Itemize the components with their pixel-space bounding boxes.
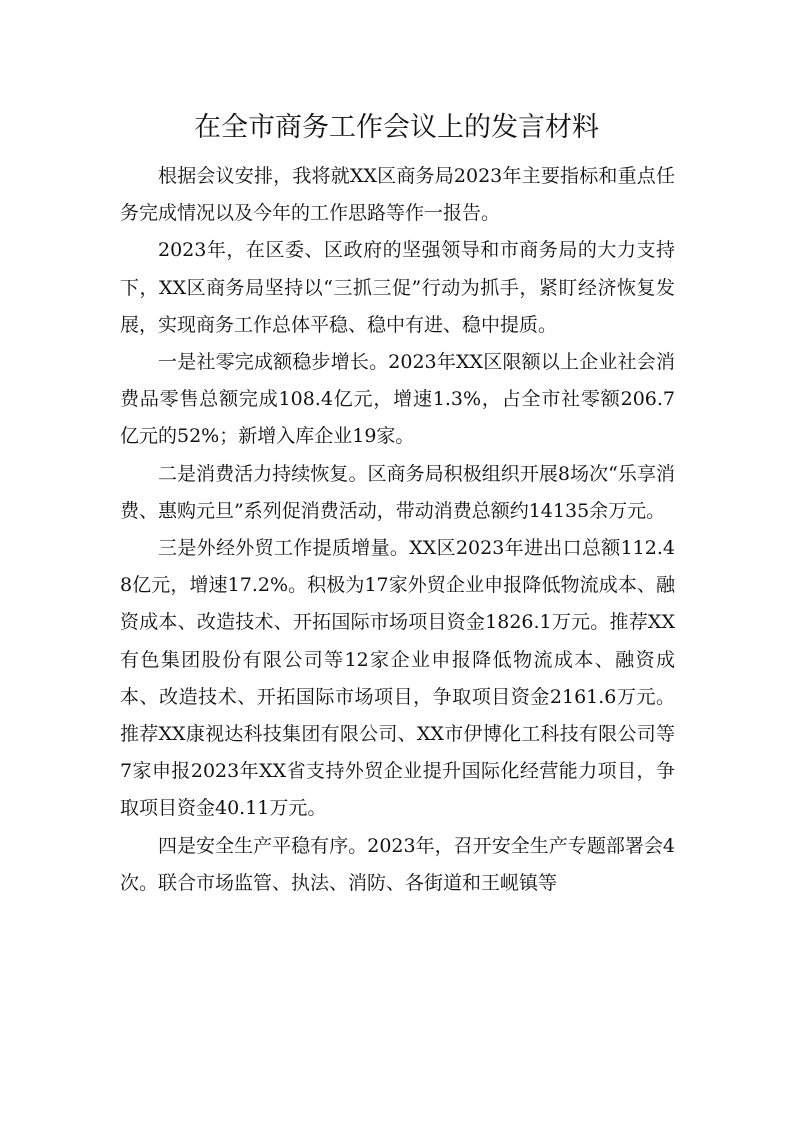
paragraph-safety: 四是安全生产平稳有序。2023年，召开安全生产专题部署会4次。联合市场监管、执法、消防、各街道和王岘镇等 xyxy=(120,834,675,894)
document-body xyxy=(120,158,675,902)
paragraph-overview: 2023年，在区委、区政府的坚强领导和市商务局的大力支持下，XX区商务局坚持以“三抓三促”行动为抓手，紧盯经济恢复发展，实现商务工作总体平稳、稳中有进、稳中提质。 xyxy=(120,239,675,336)
paragraph-retail-sales: 一是社零完成额稳步增长。2023年XX区限额以上企业社会消费品零售总额完成108.4亿元，增速1.3%，占全市社零额206.7亿元的52%；新增入库企业19家。 xyxy=(120,351,675,448)
paragraph-intro: 根据会议安排，我将就XX区商务局2023年主要指标和重点任务完成情况以及今年的工作思路等作一报告。 xyxy=(120,165,675,225)
paragraph-consumption: 二是消费活力持续恢复。区商务局积极组织开展8场次“乐享消费、惠购元旦”系列促消费活动，带动消费总额约14135余万元。 xyxy=(120,462,675,522)
document-title: 在全市商务工作会议上的发言材料 xyxy=(194,112,599,143)
paragraph-foreign-trade: 三是外经外贸工作提质增量。XX区2023年进出口总额112.48亿元，增速17.2%。积极为17家外贸企业申报降低物流成本、融资成本、改造技术、开拓国际市场项目资金1826.1万元。推荐XX有色集团股份有限公司等12家企业申报降低物流成本、融资成本、改造技术、开拓国际市场项目，争取项目资金2161.6万元。推荐XX康视达科技集团有限公司、XX市伊博化工科技有限公司等7家申报2023年XX省支持外贸企业提升国际化经营能力项目，争取项目资金40.11万元。 xyxy=(120,537,675,820)
